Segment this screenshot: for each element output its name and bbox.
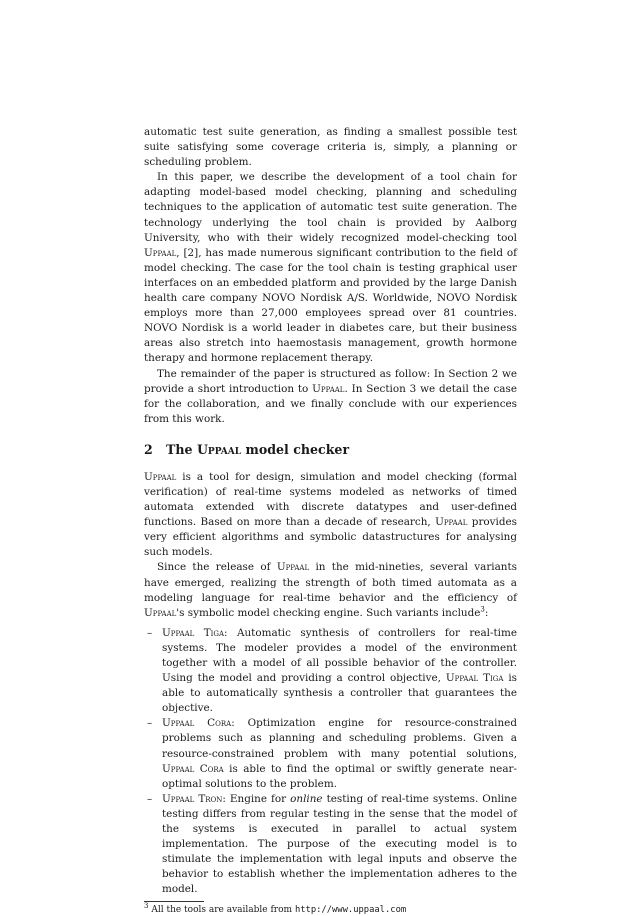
uppaal-name: Uppaal <box>435 516 468 529</box>
variant-name: Uppaal Cora <box>162 717 232 730</box>
intro-p2-text-a: In this paper, we describe the development of a tool chain for adapting model-based model checking, planning and scheduling techniques to the application of automatic test suite generation. The technology underlying the tool chain is provided by Aalborg University, who with their widely recognized model-checking tool <box>144 171 517 244</box>
list-dash: – <box>147 626 153 639</box>
body-p2-text-a: Since the release of <box>157 561 277 574</box>
section-title-b: model checker <box>241 441 350 457</box>
variant-text-a: : Engine for <box>222 792 291 805</box>
list-item <box>144 792 517 898</box>
intro-p2-text-b: , [2], has made numerous significant contribution to the field of model checking. The case for the tool chain is testing graphical user interfaces on an embedded platform and provided by the large Danish health care company NOVO Nordisk A/S. Worldwide, NOVO Nordisk employs more than 27,000 employees spread over 81 countries. NOVO Nordisk is a world leader in diabetes care, but their business areas also stretch into haemostasis management, growth hormone therapy and hormone replacement therapy. <box>144 246 517 365</box>
body-p1-text-a: is a tool for design, simulation and model checking (formal verification) of real-time systems modeled as networks of timed automata extended with discrete datatypes and user-defined functions. Based on more than a decade of research, <box>144 470 517 529</box>
intro-paragraph-3 <box>144 367 517 427</box>
uppaal-name: Uppaal <box>144 470 177 483</box>
uppaal-name: Uppaal <box>312 382 345 395</box>
section-title-a: The <box>166 441 197 457</box>
variant-text-b: testing of real-time systems. Online testing differs from regular testing in the sense that the model of the systems is executed in parallel to actual system implementation. The purpose of the executing model is to stimulate the implementation with legal inputs and observe the behavior to establish whether the implementation adheres to the model. <box>162 792 517 896</box>
footnote-marker: 3 <box>480 605 485 614</box>
footnote <box>144 901 517 916</box>
variant-italic-word: online <box>290 792 323 805</box>
intro-p3-text-a: The remainder of the paper is structured as follow: In Section 2 we provide a short introduction to <box>144 367 517 395</box>
footnote-url: http://www.uppaal.com <box>294 904 407 915</box>
variants-list <box>144 626 517 898</box>
variant-text-a: : Automatic synthesis of controllers for real-time systems. The modeler provides a model of the environment together with a model of all possible behavior of the controller. Using the model and providing a control objective, <box>162 626 517 685</box>
body-p2-text-b: in the mid-nineties, several variants have emerged, realizing the strength of both timed automata as a modeling language for real-time behavior and the efficiency of <box>144 561 517 604</box>
list-dash: – <box>147 717 153 730</box>
footnote-mark: 3 <box>144 901 149 910</box>
variant-text-b: is able to automatically synthesis a controller that guarantees the objective. <box>162 672 517 715</box>
uppaal-name: Uppaal <box>144 606 177 619</box>
uppaal-name: Uppaal <box>144 246 177 259</box>
list-item <box>144 716 517 791</box>
section-title-uppaal: Uppaal <box>196 441 242 457</box>
section-number: 2 <box>144 441 153 457</box>
list-item <box>144 626 517 717</box>
body-p2-text-d: : <box>484 606 489 619</box>
paper-page <box>144 125 517 916</box>
variant-text-a: : Optimization engine for resource-constrained problems such as planning and scheduling problems. Given a resource-constrained problem with many potential solutions, <box>162 717 517 760</box>
footnote-text: All the tools are available from <box>148 904 295 915</box>
variant-name: Uppaal Cora <box>162 762 224 775</box>
intro-paragraph-1 <box>144 125 517 170</box>
list-dash: – <box>147 792 153 805</box>
body-paragraph-2 <box>144 560 517 620</box>
intro-p1-text: automatic test suite generation, as finding a smallest possible test suite satisfying some coverage criteria is, simply, a planning or scheduling problem. <box>144 126 517 169</box>
body-p2-text-c: 's symbolic model checking engine. Such variants include <box>176 606 481 619</box>
uppaal-name: Uppaal <box>276 561 310 574</box>
intro-paragraph-2 <box>144 170 517 366</box>
body-p1-text-b: provides very efficient algorithms and symbolic datastructures for analysing such models. <box>144 516 517 559</box>
body-paragraph-1 <box>144 470 517 561</box>
variant-name: Uppaal Tron <box>162 792 223 805</box>
section-heading <box>144 442 517 458</box>
variant-text-b: is able to find the optimal or swiftly generate near-optimal solutions to the problem. <box>162 762 517 790</box>
variant-name: Uppaal Tiga <box>162 626 225 639</box>
variant-name: Uppaal Tiga <box>445 672 504 685</box>
footnote-rule <box>144 901 204 902</box>
intro-p3-text-b: . In Section 3 we detail the case for the collaboration, and we finally conclude with our experiences from this work. <box>144 382 517 425</box>
